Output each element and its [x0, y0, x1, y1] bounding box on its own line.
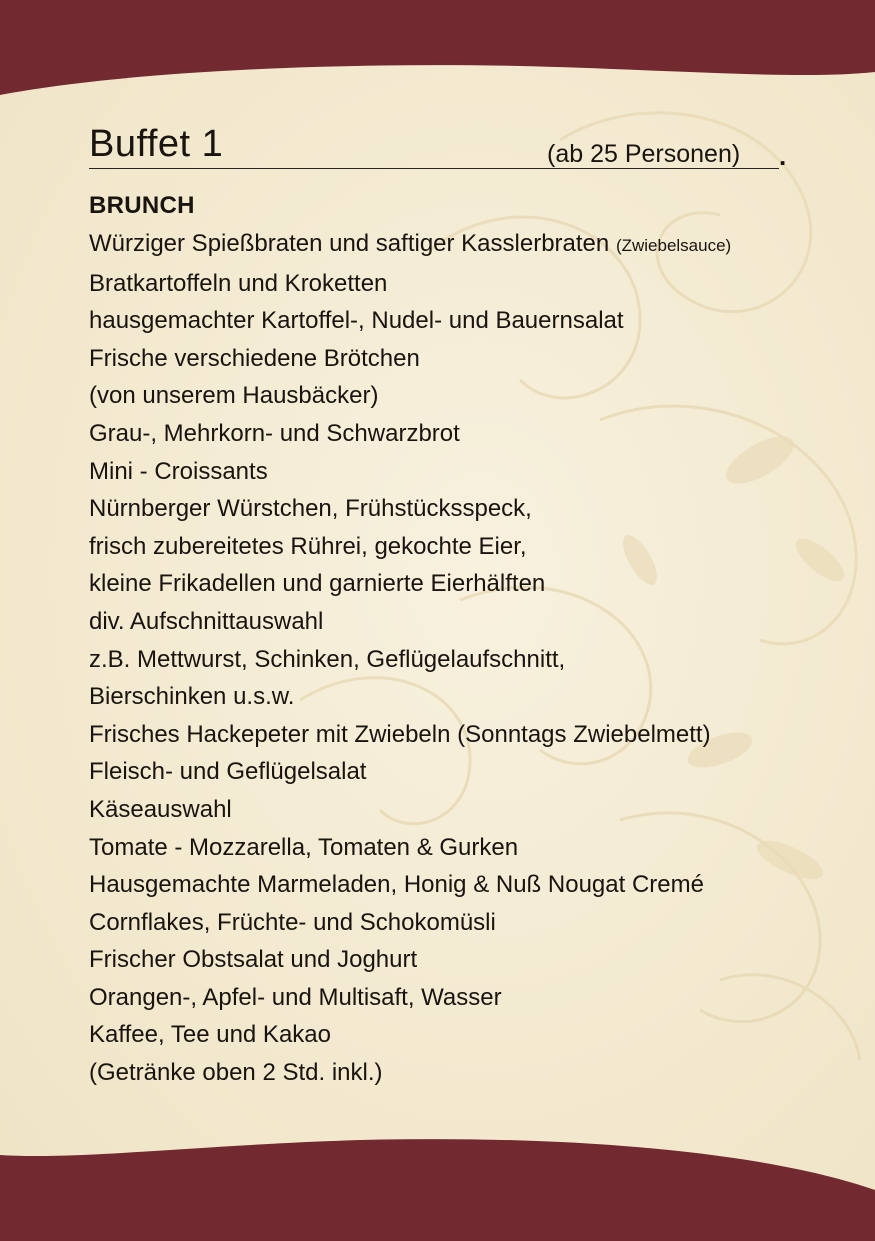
menu-item: Hausgemachte Marmeladen, Honig & Nuß Nougat Cremé	[89, 871, 704, 899]
title-dot: .	[779, 141, 787, 171]
menu-item	[89, 225, 829, 265]
menu-item: hausgemachter Kartoffel-, Nudel- und Bauernsalat	[89, 307, 624, 335]
menu-item-list	[89, 225, 829, 1092]
menu-item: Nürnberger Würstchen, Frühstücksspeck,	[89, 495, 532, 523]
section-label: BRUNCH	[89, 192, 195, 219]
menu-item: z.B. Mettwurst, Schinken, Geflügelaufschnitt,	[89, 645, 566, 673]
menu-content	[89, 123, 829, 1092]
menu-item: (Getränke oben 2 Std. inkl.)	[89, 1059, 383, 1087]
menu-item: Frische verschiedene Brötchen	[89, 344, 420, 372]
menu-item: frisch zubereitetes Rührei, gekochte Eier,	[89, 532, 527, 560]
menu-item: Käseauswahl	[89, 795, 232, 823]
menu-title: Buffet 1	[89, 123, 224, 165]
menu-item: div. Aufschnittauswahl	[89, 607, 324, 635]
menu-item-text: Würziger Spießbraten und saftiger Kasslerbraten	[89, 230, 610, 257]
menu-item: Frisches Hackepeter mit Zwiebeln (Sonntags Zwiebelmett)	[89, 720, 711, 748]
menu-item: Bratkartoffeln und Kroketten	[89, 269, 388, 297]
menu-item: Tomate - Mozzarella, Tomaten & Gurken	[89, 833, 519, 861]
menu-item: kleine Frikadellen und garnierte Eierhälften	[89, 570, 546, 598]
menu-item: Orangen-, Apfel- und Multisaft, Wasser	[89, 983, 502, 1011]
menu-item: Grau-, Mehrkorn- und Schwarzbrot	[89, 419, 460, 447]
menu-item-note: (Zwiebelsauce)	[615, 236, 732, 255]
menu-item: Cornflakes, Früchte- und Schokomüsli	[89, 908, 496, 936]
menu-item: Bierschinken u.s.w.	[89, 683, 295, 711]
menu-item: Mini - Croissants	[89, 457, 268, 485]
title-row	[89, 123, 787, 171]
menu-item: Frischer Obstsalat und Joghurt	[89, 946, 418, 974]
menu-item: Kaffee, Tee und Kakao	[89, 1021, 331, 1049]
menu-item: (von unserem Hausbäcker)	[89, 382, 379, 410]
menu-item: Fleisch- und Geflügelsalat	[89, 758, 367, 786]
guest-count-note: (ab 25 Personen)	[547, 140, 741, 168]
